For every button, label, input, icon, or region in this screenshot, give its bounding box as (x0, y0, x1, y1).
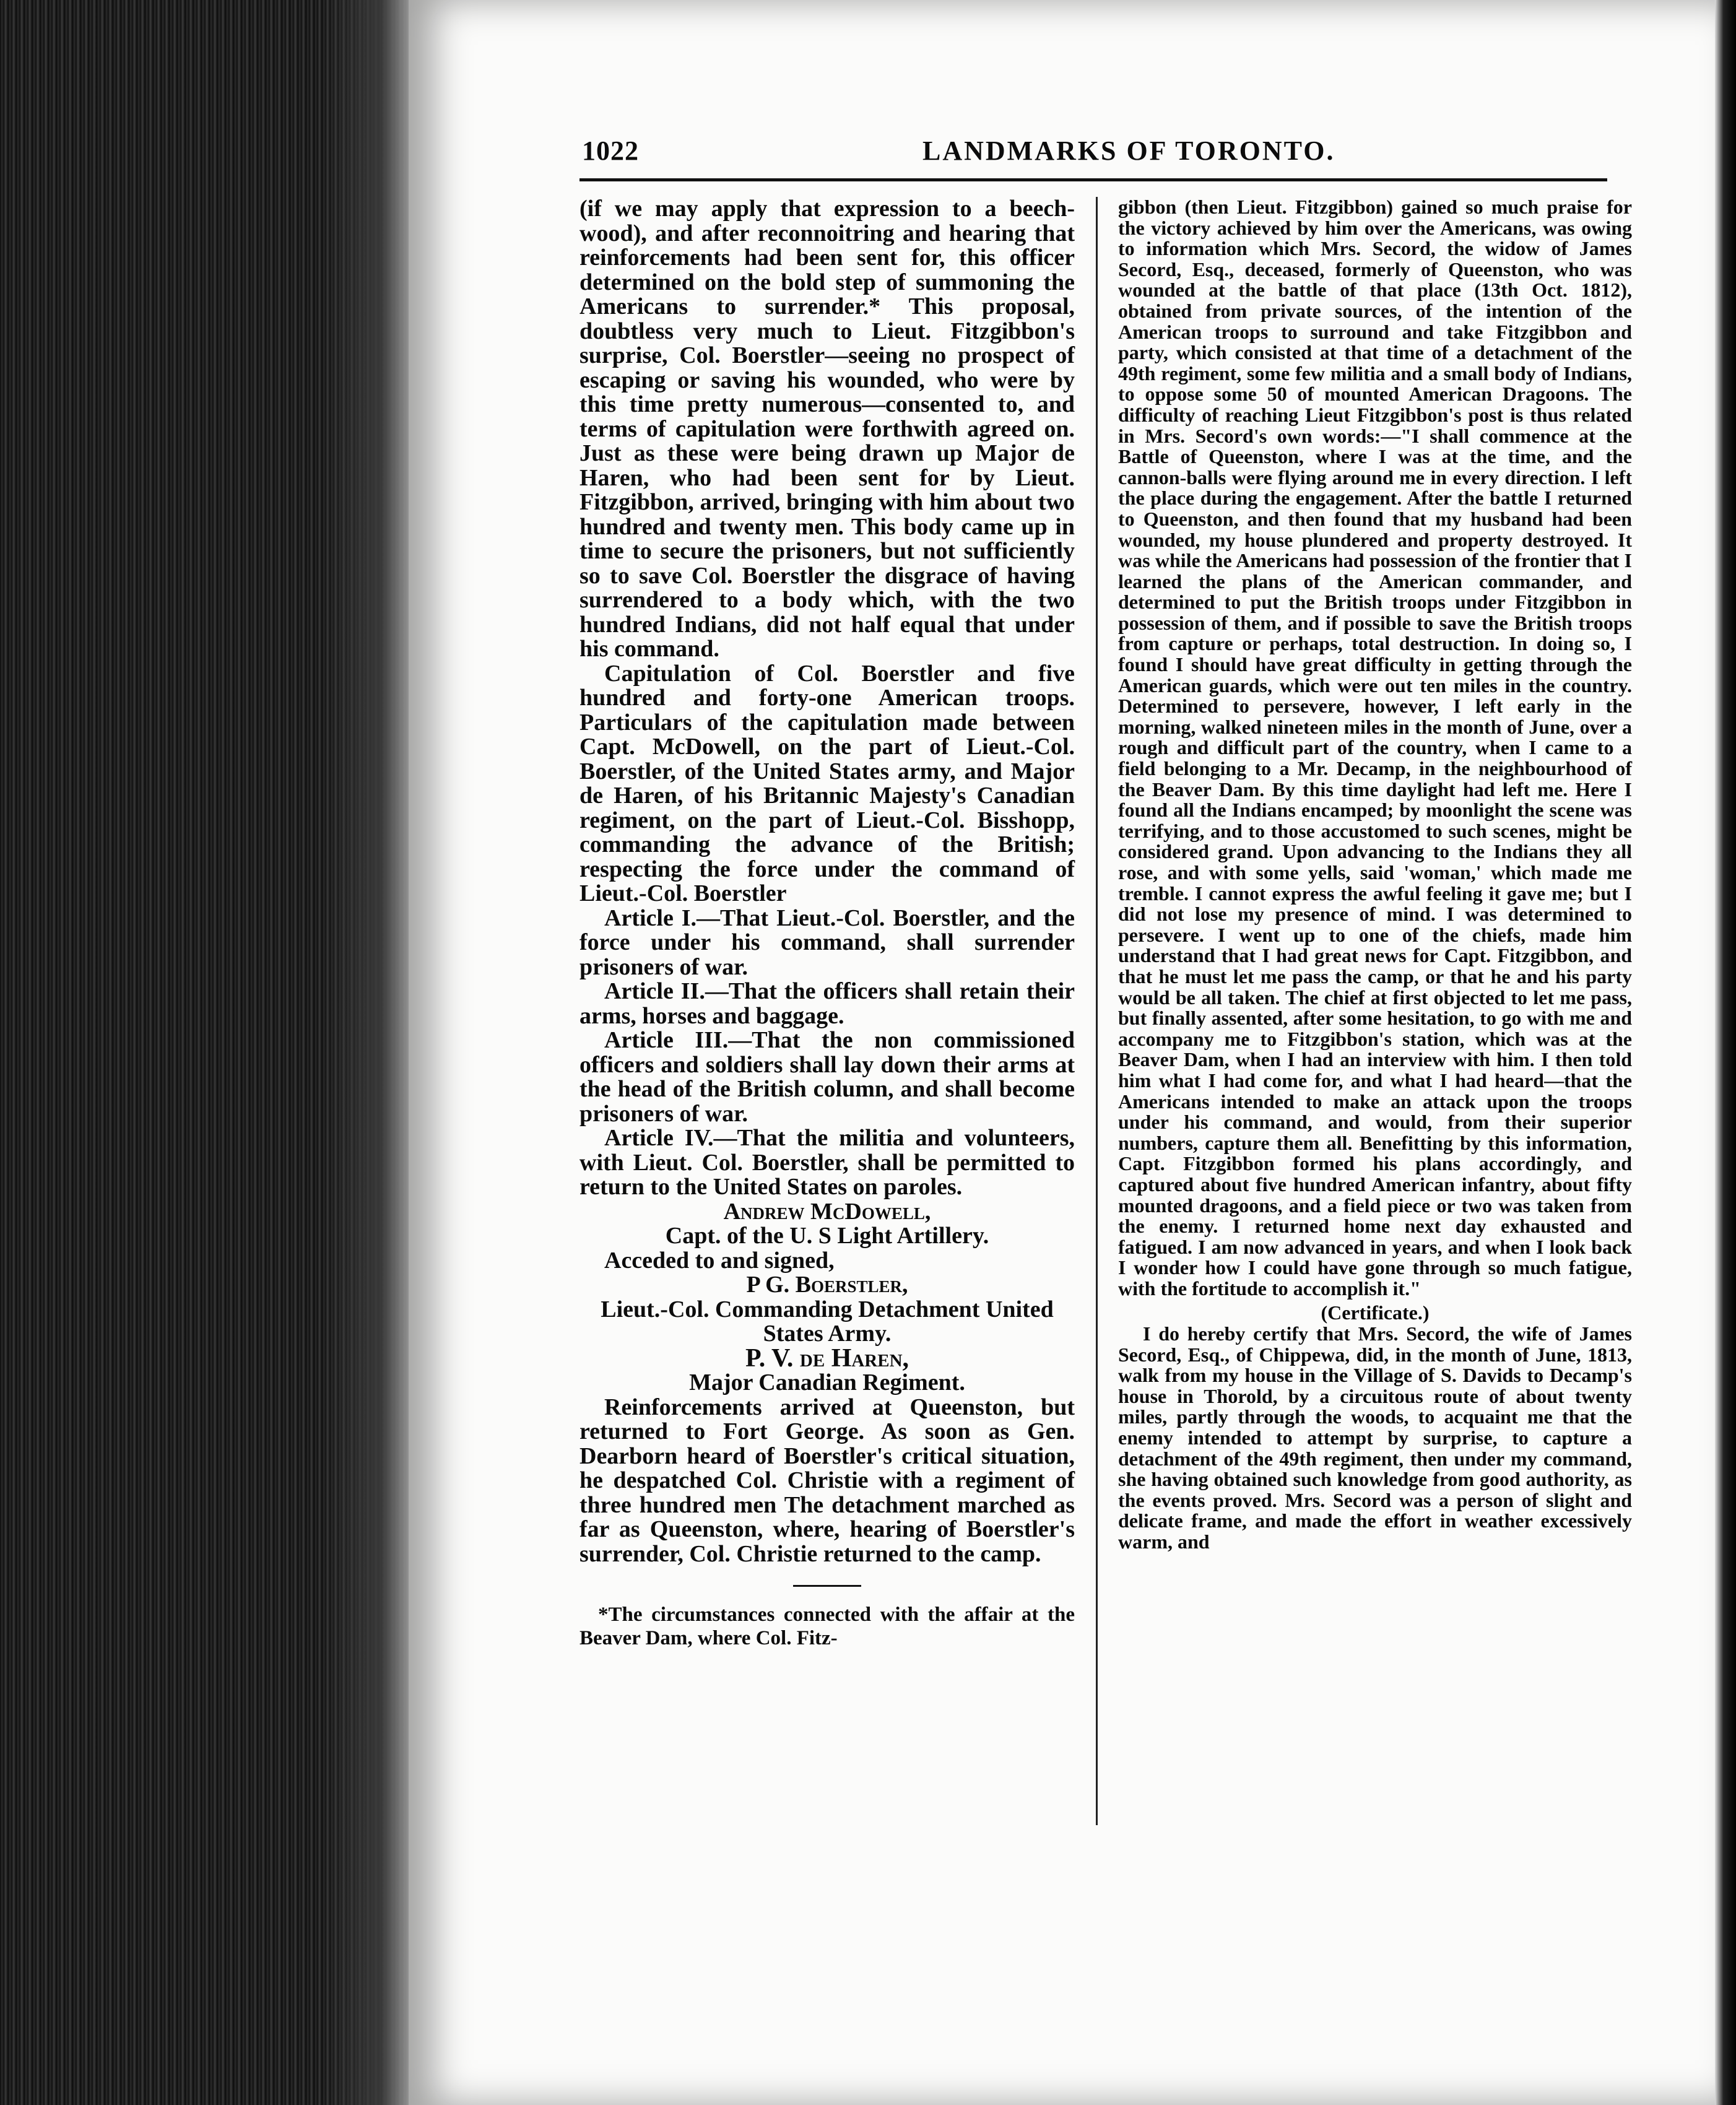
signature-title-mcdowell: Capt. of the U. S Light Artillery. (665, 1223, 989, 1249)
paragraph: Reinforcements arrived at Queenston, but returned to Fort George. As soon as Gen. Dearborn heard of Boerstler's critical situation, he despatched Col. Christie with a regiment of three hundred men The detachment marched as far as Queenston, where, hearing of Boerstler's surrender, Col. Christie returned to the camp. (579, 1394, 1075, 1567)
gutter-shadow (322, 0, 421, 2105)
article-1: Article I.—That Lieut.-Col. Boerstler, and the force under his command, shall surrender prisoners of war. (579, 905, 1075, 980)
article-4: Article IV.—That the militia and volunteers, with Lieut. Col. Boerstler, shall be permitted to return to the United States on paroles. (579, 1125, 1075, 1200)
left-column (579, 197, 1075, 1650)
capitulation-paragraph: Capitulation of Col. Boerstler and five hundred and forty-one American troops. Particulars of the capitulation made between Capt. McDowell, on the part of Lieut.-Col. Boerstler, of the United States army, and Major de Haren, of his Britannic Majesty's Canadian regiment, on the part of Lieut.-Col. Bisshopp, commanding the advance of the British; respecting the force under the command of Lieut.-Col. Boerstler (579, 660, 1075, 906)
footnote: *The circumstances connected with the affair at the Beaver Dam, where Col. Fitz- (579, 1604, 1075, 1649)
article-3: Article III.—That the non commissioned officers and soldiers shall lay down their arms at the head of the British column, and shall become prisoners of war. (579, 1027, 1075, 1127)
paragraph: (if we may apply that expression to a beech-wood), and after reconnoitring and hearing that reinforcements had been sent for, this officer determined on the bold step of summoning the Americans to surrender.* This proposal, doubtless very much to Lieut. Fitzgibbon's surprise, Col. Boerstler—seeing no prospect of escaping or saving his wounded, who were by this time pretty numerous—consented to, and terms of capitulation were forthwith agreed on. Just as these were being drawn up Major de Haren, who had been sent for by Lieut. Fitzgibbon, arrived, bringing with him about two hundred and twenty men. This body came up in time to secure the prisoners, but not sufficiently so to save Col. Boerstler the disgrace of having surrendered to a body which, with the two hundred Indians, did not half equal that under his command. (579, 196, 1075, 662)
signature-title-de-haren: Major Canadian Regiment. (689, 1369, 965, 1395)
running-head (582, 135, 1610, 178)
right-column (1118, 197, 1632, 1553)
secord-narrative: gibbon (then Lieut. Fitzgibbon) gained so much praise for the victory achieved by him over the Americans, was owing to information which Mrs. Secord, the widow of James Secord, Esq., deceased, formerly of Queenston, who was wounded at the battle of that place (13th Oct. 1812), obtained from private sources, of the intention of the American troops to surround and take Fitzgibbon and party, which consisted at that time of a detachment of the 49th regiment, some few militia and a small body of Indians, to oppose some 50 of mounted American Dragoons. The difficulty of reaching Lieut Fitzgibbon's post is thus related in Mrs. Secord's own words:—"I shall commence at the Battle of Queenston, where I was at the time, and the cannon-balls were flying around me in every direction. I left the place during the engagement. After the battle I returned to Queenston, and then found that my husband had been wounded, my house plundered and property destroyed. It was while the Americans had possession of the frontier that I learned the plans of the American commander, and determined to put the British troops under Fitzgibbon in possession of them, and if possible to save the British troops from capture or perhaps, total destruction. In doing so, I found I should have great difficulty in getting through the American guards, which were out ten miles in the country. Determined to persevere, however, I left early in the morning, walked nineteen miles in the month of June, over a rough and difficult part of the country, when I came to a field belonging to a Mr. Decamp, in the neighbourhood of the Beaver Dam. By this time daylight had left me. Here I found all the Indians encamped; by moonlight the scene was terrifying, and to those accustomed to such scenes, might be considered grand. Upon advancing to the Indians they all rose, and with some yells, said 'woman,' which made me tremble. I cannot express the awful feeling it gave me; but I did not lose my presence of mind. I was determined to persevere. I went up to one of the chiefs, made him understand that I had great news for Capt. Fitzgibbon, and that he must let me pass the camp, or that he and his party would be all taken. The chief at first objected to let me pass, but finally assented, after some hesitation, to go with me and accompany me to Fitzgibbon's station, which was at the Beaver Dam, when I had an interview with him. I then told him what I had come for, and what I had heard—that the Americans intended to make an attack upon the troops under his command, and would, from their superior numbers, capture them all. Benefitting by this information, Capt. Fitzgibbon formed his plans accordingly, and captured about five hundred American infantry, about fifty mounted dragoons, and a field piece or two was taken from the enemy. I returned home next day exhausted and fatigued. I am now advanced in years, and when I look back I wonder how I could have gone through so much fatigue, with the fortitude to accomplish it." (1118, 196, 1632, 1300)
footnote-rule (793, 1585, 861, 1587)
signature-boerstler: P G. Boerstler, (746, 1272, 908, 1298)
signature-mcdowell: Andrew McDowell, (723, 1198, 931, 1225)
header-rule (579, 178, 1607, 181)
signature-title-boerstler: Lieut.-Col. Commanding Detachment United States Army. (601, 1296, 1054, 1347)
signature-de-haren: P. V. de Haren, (745, 1343, 909, 1373)
certificate-paragraph: I do hereby certify that Mrs. Secord, the wife of James Secord, Esq., of Chippewa, did, in the month of June, 1813, walk from my house in the Village of S. Davids to Decamp's house in Thorold, by a circuitous route of about twenty miles, partly through the woods, to acquaint me that the enemy intended to attempt by surprise, to capture a detachment of the 49th regiment, then under my command, she having obtained such knowledge from good authority, as the events proved. Mrs. Secord was a person of slight and delicate frame, and made the effort in weather excessively warm, and (1118, 1322, 1632, 1553)
article-2: Article II.—That the officers shall retain their arms, horses and baggage. (579, 978, 1075, 1029)
column-divider (1096, 197, 1098, 1825)
page-number: 1022 (582, 136, 639, 166)
acceded-line: Acceded to and signed, (604, 1247, 835, 1274)
certificate-heading: (Certificate.) (1321, 1301, 1430, 1324)
page-right-edge (1715, 0, 1736, 2105)
running-title: LANDMARKS OF TORONTO. (922, 136, 1335, 166)
